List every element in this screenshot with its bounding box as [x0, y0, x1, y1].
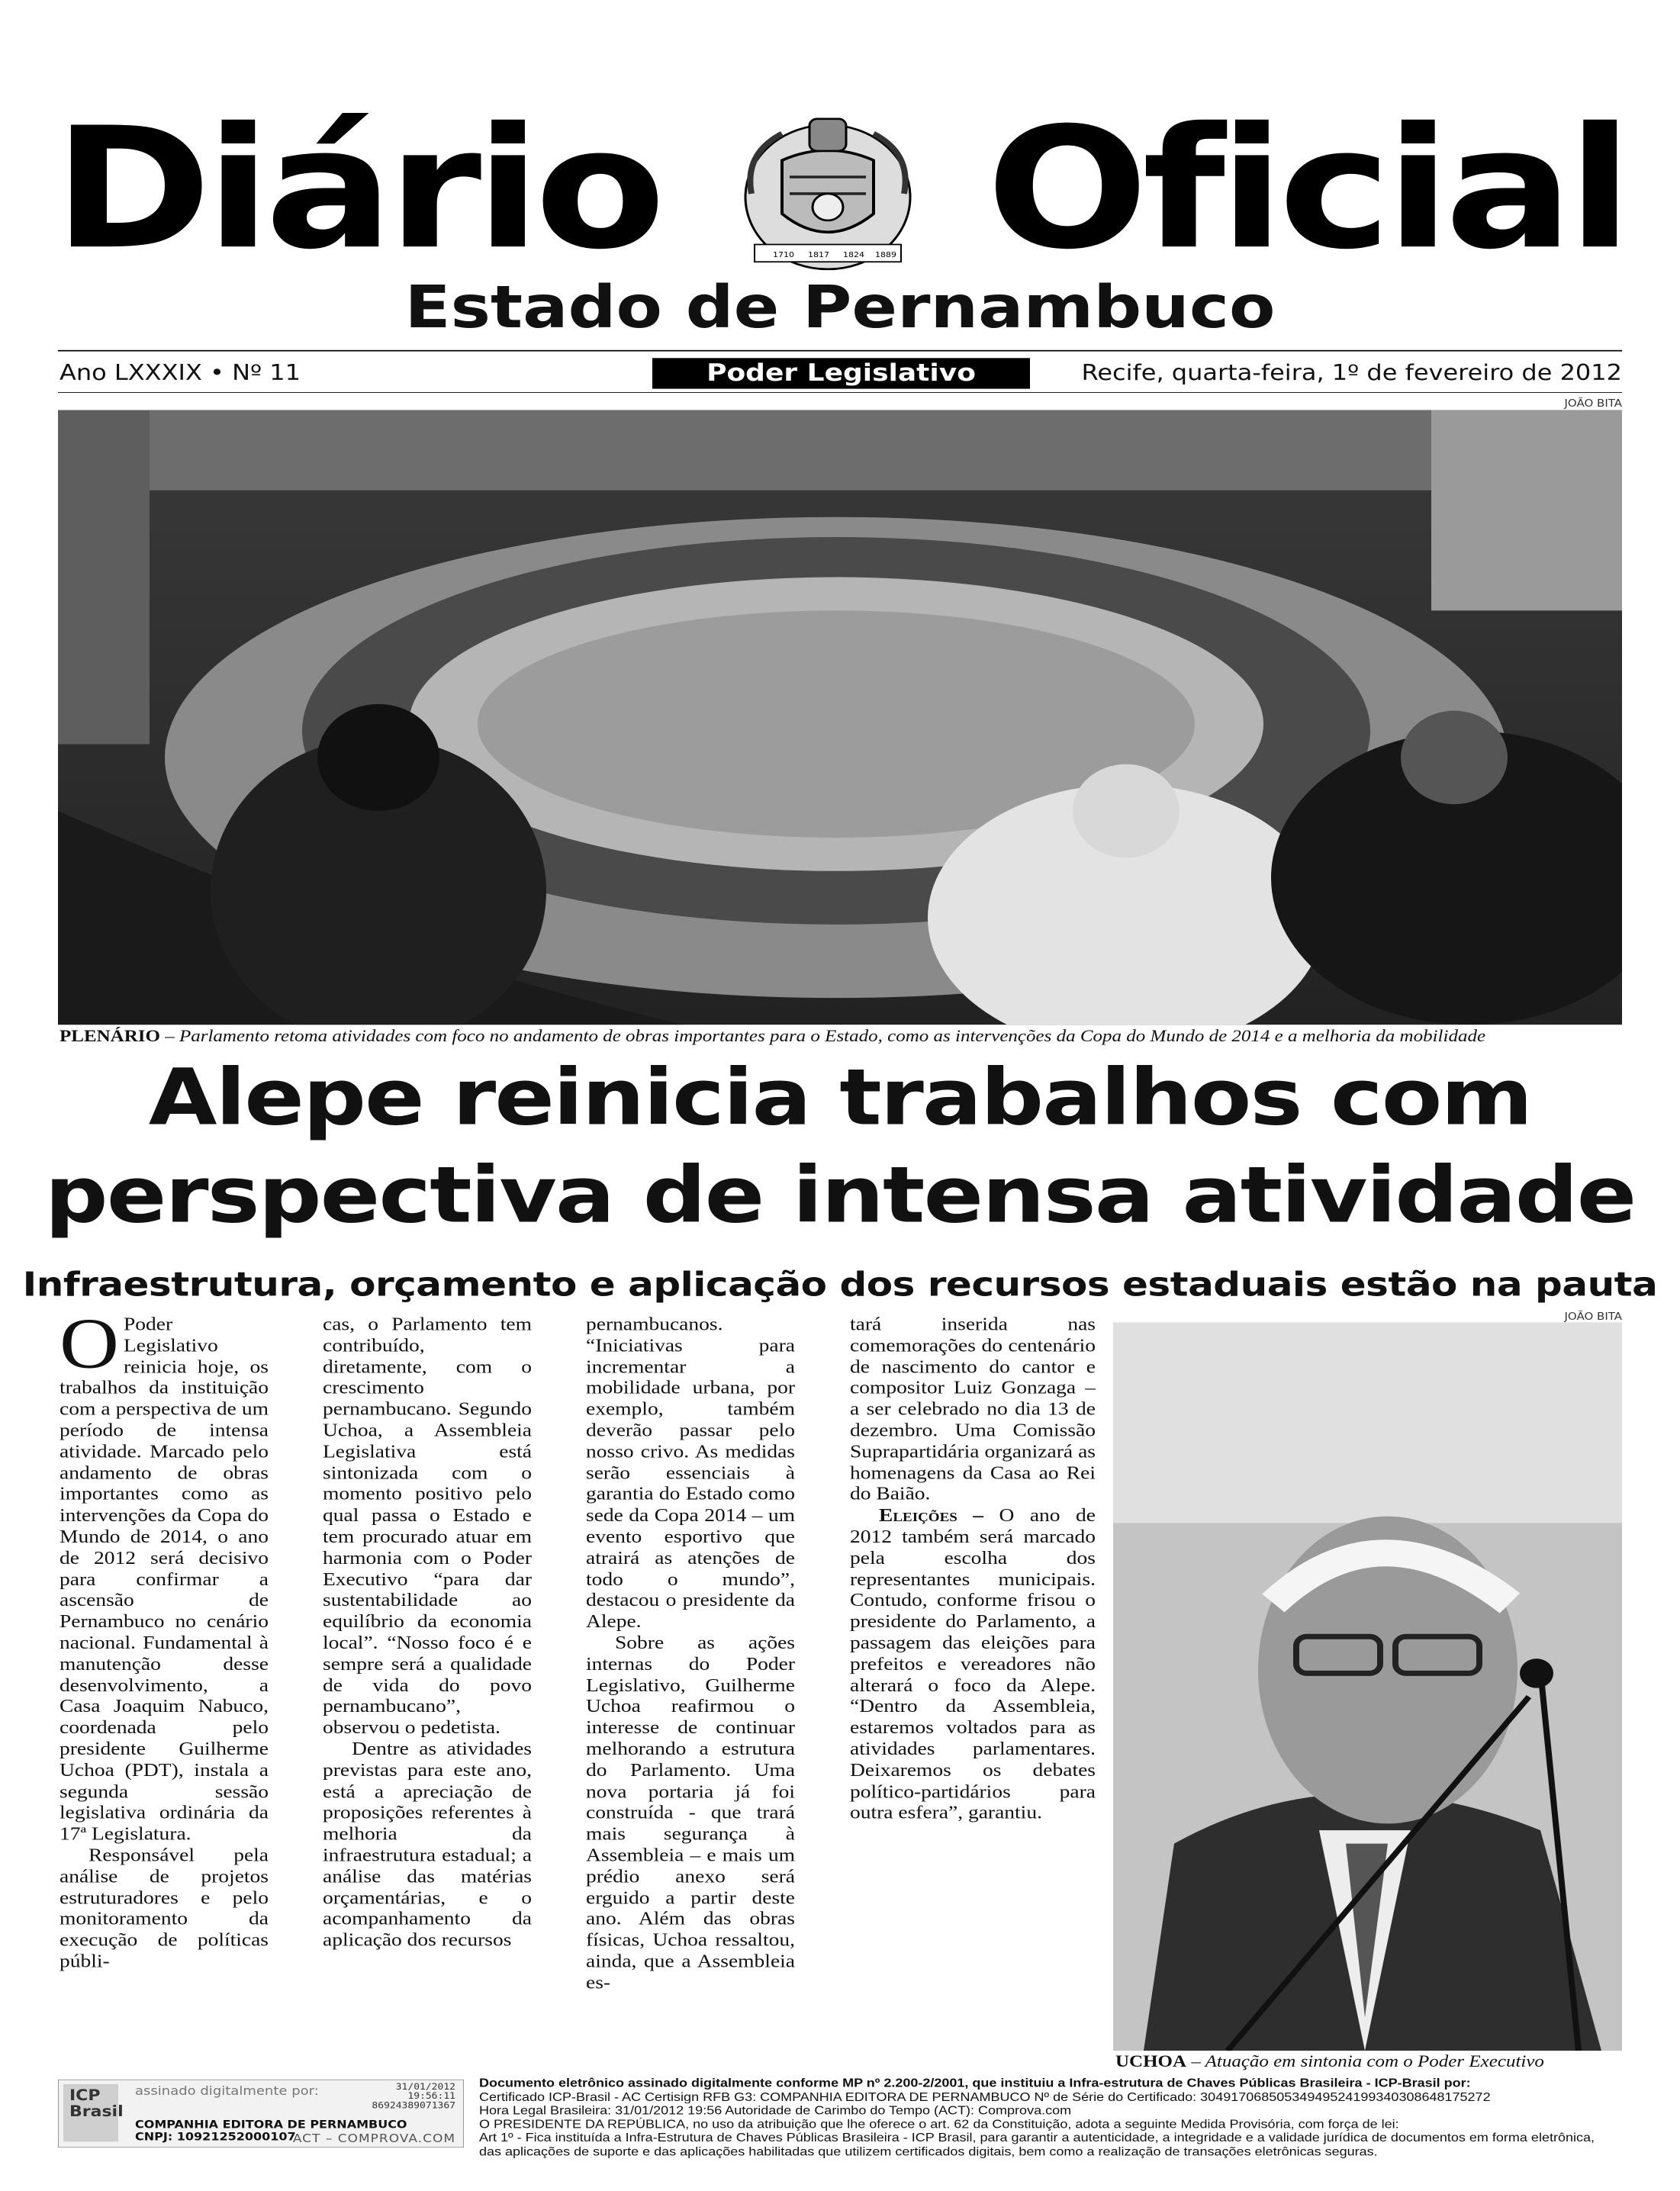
header-rule-bottom [58, 392, 1622, 393]
signature-label: assinado digitalmente por: [135, 2083, 319, 2099]
seal-year: 1824 [843, 250, 864, 259]
masthead-title-right: Oficial [986, 91, 1627, 286]
photo-credit: JOÃO BITA [1564, 397, 1622, 410]
article-paragraph: Responsável pela análise de projetos estruturadores e pelo monitoramento da execução de políticas públi- [60, 1844, 269, 1971]
article-paragraph: pernambucanos. “Iniciativas para incrementar a mobilidade urbana, por exemplo, também deverão passar pelo nosso crivo. As medidas serão essenciais à garantia do Estado como sede da Copa 2014 – um evento esportivo que atrairá as atenções de todo o mundo”, destacou o presidente da Alepe. [586, 1313, 795, 1632]
seal-year: 1710 [773, 250, 794, 259]
article-paragraph: cas, o Parlamento tem contribuído, diretamente, com o crescimento pernambucano. Segundo Uchoa, a Assembleia Legislativa está sintonizada com o momento positivo pelo qual passa o Estado e tem procurado atuar em harmonia com o Poder Executivo “para dar sustentabilidade ao equilíbrio da economia local”. “Nosso foco é e sempre será a qualidade de vida do povo pernambucano”, observou o pedetista. [323, 1313, 532, 1738]
article-paragraph: Sobre as ações internas do Poder Legislativo, Guilherme Uchoa reafirmou o interesse de continuar melhorando a estrutura do Parlamento. Uma nova portaria já foi construída - que trará mais segurança à Assembleia – e mais um prédio anexo será erguido a partir deste ano. Além das obras físicas, Uchoa ressaltou, ainda, que a Assembleia es- [586, 1632, 795, 1993]
seal-year: 1889 [875, 250, 896, 259]
legal-notice-line: Certificado ICP-Brasil - AC Certisign RFB G3: COMPANHIA EDITORA DE PERNAMBUCO Nº de Série do Certificado: 30491706850534949524199340308648175272 [479, 2090, 1491, 2103]
plenary-photo [58, 410, 1622, 1025]
drop-cap: O [60, 1313, 119, 1384]
icp-brasil-logo-icon [63, 2084, 124, 2141]
headline-line-1: Alepe reinicia trabalhos com [148, 1052, 1532, 1144]
section-label: Poder Legislativo [652, 358, 1030, 388]
masthead [53, 91, 1627, 286]
caption-label: UCHOA [1115, 2052, 1187, 2071]
article-paragraph: Poder Legislativo reinicia hoje, os trabalhos da instituição com a perspectiva de um período de intensa atividade. Marcado pelo andamento de obras importantes como as intervenções da Copa do Mundo de 2014, o ano de 2012 será decisivo para confirmar a ascensão de Pernambuco no cenário nacional. Fundamental à manutenção desse desenvolvimento, a Casa Joaquim Nabuco, coordenada pelo presidente Guilherme Uchoa (PDT), instala a segunda sessão legislativa ordinária da 17ª Legislatura. [60, 1313, 269, 1844]
signature-company-name: COMPANHIA EDITORA DE PERNAMBUCO [135, 2118, 407, 2131]
legal-notice-line: Hora Legal Brasileira: 31/01/2012 19:56 Autoridade de Carimbo do Tempo (ACT): Comprova.com [479, 2103, 1072, 2117]
masthead-title-left: Diário [53, 91, 660, 286]
legal-notice-line: das aplicações de suporte e das aplicações habilitadas que utilizem certificados digitais, bem como a realização de transações eletrônicas seguras. [479, 2144, 1378, 2158]
masthead-subtitle: Estado de Pernambuco [404, 272, 1276, 342]
caption-label: PLENÁRIO [60, 1027, 160, 1046]
digital-signature-box [58, 2080, 464, 2148]
header-rule-top [58, 350, 1622, 352]
article-column-3 [586, 1313, 795, 2067]
article-paragraph: tará inserida nas comemorações do centenário de nascimento do cantor e compositor Luiz Gonzaga – a ser celebrado no dia 13 de dezembro. Uma Comissão Suprapartidária organizará as homenagens da Casa ao Rei do Baião. [850, 1313, 1096, 1504]
signature-time: 19:56:11 [407, 2091, 455, 2102]
article-column-1 [60, 1313, 269, 2067]
caption-text: – Parlamento retoma atividades com foco no andamento de obras importantes para o Estado, como as intervenções da Copa do Mundo de 2014 e a melhoria da mobilidade [165, 1027, 1486, 1046]
headline-line-2: perspectiva de intensa atividade [44, 1150, 1636, 1241]
legal-notice [479, 2076, 1624, 2158]
icp-brasil-label: ICP Brasil [69, 2087, 124, 2121]
legal-notice-line: Art 1º - Fica instituída a Infra-Estrutura de Chaves Públicas Brasileira - ICP Brasil, para garantir a autenticidade, a integridade e a validade jurídica de documentos em forma eletrônica, [479, 2131, 1595, 2144]
state-seal-icon [736, 114, 919, 274]
article-paragraph: O ano de 2012 também será marcado pela escolha dos representantes municipais. Contudo, conforme frisou o presidente do Parlamento, a passagem das eleições para prefeitos e vereadores não alterará o foco da Alepe. “Dentro da Assembleia, estaremos voltados para as atividades parlamentares. Deixaremos os debates político-partidários para outra esfera”, garantiu. [850, 1504, 1096, 1823]
legal-notice-line: O PRESIDENTE DA REPÚBLICA, no uso da atribuição que lhe oferece o art. 62 da Constituição, adota a seguinte Medida Provisória, com força de lei: [479, 2117, 1399, 2131]
seal-year: 1817 [808, 250, 829, 259]
uchoa-photo [1113, 1323, 1622, 2051]
headline-deck: Infraestrutura, orçamento e aplicação dos recursos estaduais estão na pauta [22, 1265, 1658, 1305]
main-photo-caption [60, 1027, 1485, 1047]
caption-text: – Atuação em sintonia com o Poder Executivo [1191, 2052, 1544, 2071]
signature-act: ACT – COMPROVA.COM [292, 2131, 455, 2146]
legal-notice-line: Documento eletrônico assinado digitalmente conforme MP nº 2.200-2/2001, que instituiu a Infra-estrutura de Chaves Públicas Brasileira - ICP-Brasil por: [479, 2076, 1471, 2090]
article-column-2 [323, 1313, 532, 2067]
signature-cnpj: CNPJ: 10921252000107 [135, 2130, 296, 2143]
signature-timestamp [372, 2083, 455, 2111]
edition-number: Ano LXXXIX • Nº 11 [60, 359, 301, 386]
publication-date: Recife, quarta-feira, 1º de fevereiro de 2012 [1081, 359, 1622, 386]
signature-date: 31/01/2012 [395, 2082, 455, 2093]
photo-credit: JOÃO BITA [1564, 1310, 1622, 1323]
article-paragraph: Dentre as atividades previstas para este ano, está a apreciação de proposições referentes à melhoria da infraestrutura estadual; a análise das matérias orçamentárias, e o acompanhamento da aplicação dos recursos [323, 1738, 532, 1951]
article-column-4 [850, 1313, 1096, 2067]
side-photo-caption [1115, 2052, 1544, 2072]
subhead-lead: Eleições – [879, 1504, 984, 1526]
signature-serial: 86924389071367 [372, 2100, 455, 2111]
